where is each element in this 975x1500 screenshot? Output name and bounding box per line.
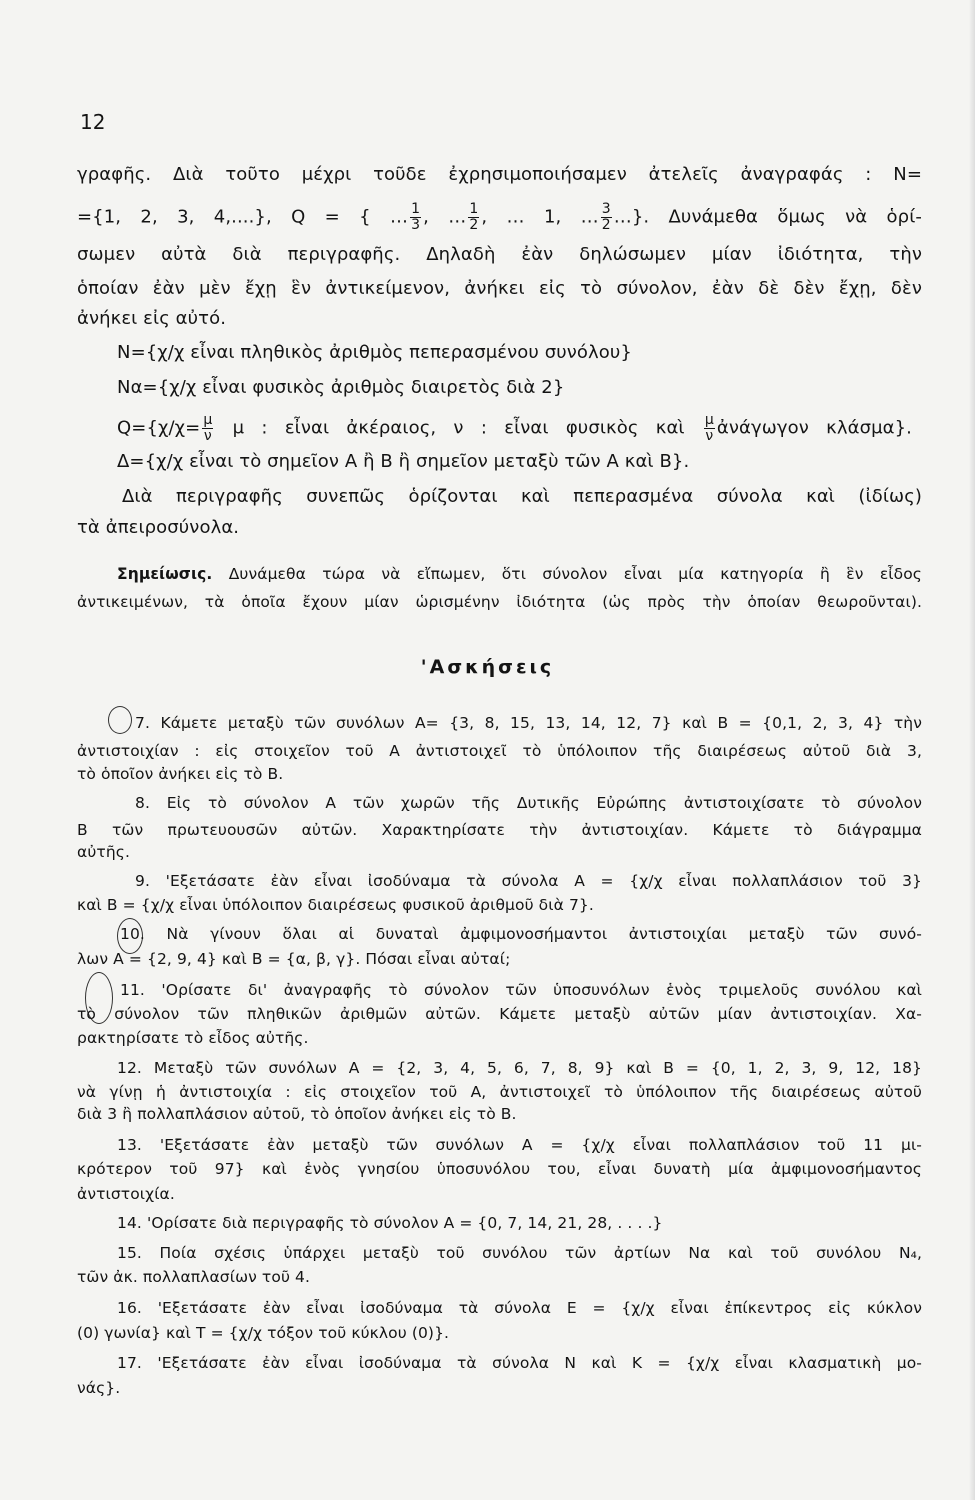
definition-line: Nα={χ/χ εἶναι φυσικὸς ἀριθμὸς διαιρετὸς διὰ 2} (117, 377, 565, 398)
numerator: 3 (601, 201, 611, 217)
text-line: Διὰ περιγραφῆς συνεπῶς ὁρίζονται καὶ πεπερασμένα σύνολα καὶ (ἰδίως) (122, 486, 922, 507)
fraction (601, 202, 612, 233)
exercise-line: καὶ B = {χ/χ εἶναι ὑπόλοιπον διαιρέσεως φυσικοῦ ἀριθμοῦ διὰ 7}. (77, 896, 594, 914)
exercise-line: 15. Ποία σχέσις ὑπάρχει μεταξὺ τοῦ συνόλου τῶν ἀρτίων Nα καὶ τοῦ συνόλου N₄, (117, 1244, 922, 1262)
exercise-line: 16. 'Εξετάσατε ἐὰν εἶναι ἰσοδύναμα τὰ σύνολα E = {χ/χ εἶναι ἐπίκεντρος εἰς κύκλον (117, 1299, 922, 1317)
text-segment: Δυνάμεθα τώρα νὰ εἴπωμεν, ὅτι σύνολον εἶναι μία κατηγορία ἢ ἓν εἶδος (228, 565, 923, 583)
numerator: 1 (411, 201, 421, 217)
page-edge-shadow (969, 0, 975, 1500)
definition-line: N={χ/χ εἶναι πληθικὸς ἀριθμὸς πεπερασμένου συνόλου} (117, 342, 632, 363)
text-line: γραφῆς. Διὰ τοῦτο μέχρι τοῦδε ἐχρησιμοποιήσαμεν ἀτελεῖς ἀναγραφάς : N= (77, 164, 922, 185)
exercise-line: λων A = {2, 9, 4} καὶ B = {α, β, γ}. Πόσαι εἶναι αὐταί; (77, 950, 511, 968)
denominator: 2 (601, 217, 611, 233)
fraction (410, 202, 421, 233)
exercise-line: τὸ ὁποῖον ἀνήκει εἰς τὸ B. (77, 765, 284, 783)
exercise-line: 10. Νὰ γίνουν ὅλαι αἱ δυναταὶ ἀμφιμονοσήμαντοι ἀντιστοιχίαι μεταξὺ τῶν συνό- (120, 925, 922, 943)
exercise-line: 11. 'Ορίσατε δι' ἀναγραφῆς τὸ σύνολον τῶν ὑποσυνόλων ἑνὸς τριμελοῦς συνόλου καὶ (120, 981, 922, 999)
exercise-line: κρότερον τοῦ 97} καὶ ἑνὸς γνησίου ὑποσυνόλου του, εἶναι δυνατὴ μία ἀμφιμονοσήμαντος (77, 1160, 922, 1178)
text-line: τὰ ἀπειροσύνολα. (77, 517, 240, 538)
exercise-line: νὰ γίνῃ ἡ ἀντιστοιχία : εἰς στοιχεῖον τοῦ A, ἀντιστοιχεῖ τὸ ὑπόλοιπον τῆς διαιρέσεως αὐτοῦ (77, 1083, 922, 1101)
numerator: μ (704, 412, 714, 428)
numerator: 1 (469, 201, 479, 217)
denominator: 2 (469, 217, 479, 233)
exercise-line: ἀντιστοιχίαν : εἰς στοιχεῖον τοῦ A ἀντιστοιχεῖ τὸ ὑπόλοιπον τῆς διαιρέσεως αὐτοῦ διὰ 3, (77, 742, 922, 760)
exercise-line: αὐτῆς. (77, 843, 130, 861)
denominator: ν (705, 428, 714, 444)
fraction (202, 413, 213, 444)
note-line: ἀντικειμένων, τὰ ὁποῖα ἔχουν μίαν ὡρισμένην ἰδιότητα (ὡς πρὸς τὴν ὁποίαν θεωροῦνται). (77, 593, 922, 611)
exercises-heading: 'Ασκήσεις (420, 656, 555, 678)
exercise-line: 17. 'Εξετάσατε ἐὰν εἶναι ἰσοδύναμα τὰ σύνολα N καὶ K = {χ/χ εἶναι κλασματικὴ μο- (117, 1354, 922, 1372)
numerator: μ (203, 412, 213, 428)
denominator: 3 (411, 217, 421, 233)
exercise-line: B τῶν πρωτευουσῶν αὐτῶν. Χαρακτηρίσατε τὴν ἀντιστοιχίαν. Κάμετε τὸ διάγραμμα (77, 821, 922, 839)
text-segment: Q={χ/χ= (117, 417, 201, 439)
note-line (117, 563, 922, 585)
exercise-line: 13. 'Εξετάσατε ἐὰν μεταξὺ τῶν συνόλων A = {χ/χ εἶναι πολλαπλάσιον τοῦ 11 μι- (117, 1136, 922, 1154)
exercise-line: 7. Κάμετε μεταξὺ τῶν συνόλων A= {3, 8, 15, 13, 14, 12, 7} καὶ B = {0,1, 2, 3, 4} τὴν (135, 714, 922, 732)
text-segment: μ : εἶναι ἀκέραιος, ν : εἶναι φυσικὸς καὶ (232, 417, 685, 439)
text-line-with-fractions (77, 202, 922, 233)
text-segment: , … (423, 206, 467, 228)
text-line: ὁποίαν ἐὰν μὲν ἔχῃ ἓν ἀντικείμενον, ἀνήκει εἰς τὸ σύνολον, ἐὰν δὲ δὲν ἔχῃ, δὲν (77, 278, 922, 299)
text-line: ἀνήκει εἰς αὐτό. (77, 308, 227, 329)
denominator: ν (203, 428, 212, 444)
note-label: Σημείωσις. (117, 565, 213, 583)
fraction (468, 202, 479, 233)
exercise-line: 9. 'Εξετάσατε ἐὰν εἶναι ἰσοδύναμα τὰ σύνολα A = {χ/χ εἶναι πολλαπλάσιον τοῦ 3} (135, 872, 922, 890)
text-segment: ={1, 2, 3, 4,....}, Q = { … (77, 206, 409, 228)
exercise-line: νάς}. (77, 1379, 121, 1397)
exercise-line: τὸ σύνολον τῶν πληθικῶν ἀριθμῶν αὐτῶν. Κάμετε μεταξὺ αὐτῶν μίαν ἀντιστοιχίαν. Χα- (77, 1005, 922, 1023)
text-segment: …}. Δυνάμεθα ὅμως νὰ ὁρί- (613, 206, 922, 228)
definition-line: Δ={χ/χ εἶναι τὸ σημεῖον A ἢ B ἢ σημεῖον μεταξὺ τῶν A καὶ B}. (117, 451, 690, 472)
text-segment: , … 1, … (481, 206, 599, 228)
exercise-line: ἀντιστοιχία. (77, 1185, 175, 1203)
definition-line (117, 413, 912, 444)
exercise-line: διὰ 3 ἢ πολλαπλάσιον αὐτοῦ, τὸ ὁποῖον ἀνήκει εἰς τὸ B. (77, 1105, 517, 1123)
page-number: 12 (80, 110, 106, 134)
exercise-line: 12. Μεταξὺ τῶν συνόλων A = {2, 3, 4, 5, 6, 7, 8, 9} καὶ B = {0, 1, 2, 3, 9, 12, 18} (117, 1059, 922, 1077)
text-segment: ἀνάγωγον κλάσμα}. (716, 417, 912, 439)
exercise-line: 8. Εἰς τὸ σύνολον A τῶν χωρῶν τῆς Δυτικῆς Εὐρώπης ἀντιστοιχίσατε τὸ σύνολον (135, 794, 922, 812)
fraction (704, 413, 715, 444)
exercise-line: τῶν ἀκ. πολλαπλασίων τοῦ 4. (77, 1268, 311, 1286)
exercise-line: (0) γωνία} καὶ T = {χ/χ τόξον τοῦ κύκλου (0)}. (77, 1324, 450, 1342)
exercise-line: 14. 'Ορίσατε διὰ περιγραφῆς τὸ σύνολον A = {0, 7, 14, 21, 28, . . . .} (117, 1214, 663, 1232)
exercise-line: ρακτηρίσατε τὸ εἶδος αὐτῆς. (77, 1029, 309, 1047)
handwritten-circle-mark (108, 706, 132, 734)
text-line: σωμεν αὐτὰ διὰ περιγραφῆς. Δηλαδὴ ἐὰν δηλώσωμεν μίαν ἰδιότητα, τὴν (77, 244, 922, 265)
